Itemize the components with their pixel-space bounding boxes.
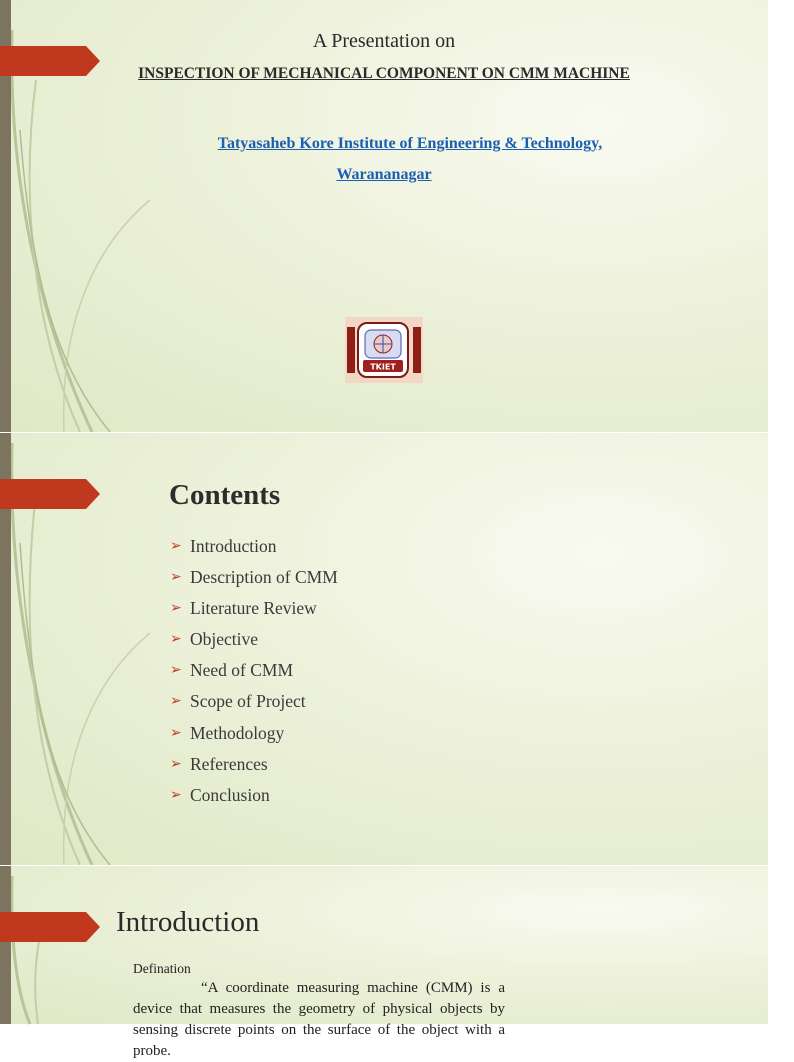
arrow-bullet-icon: ➢: [170, 631, 182, 648]
institute-location-link[interactable]: Warananagar: [336, 166, 432, 183]
contents-list: [170, 536, 338, 816]
introduction-heading: Introduction: [116, 906, 260, 938]
arrow-bullet-icon: ➢: [170, 724, 182, 741]
emblem-icon: [359, 324, 407, 376]
list-item-label: Introduction: [190, 536, 277, 556]
list-item: [170, 754, 338, 785]
arrow-bullet-icon: ➢: [170, 662, 182, 679]
list-item-label: Conclusion: [190, 784, 270, 805]
arrow-bullet-icon: ➢: [170, 538, 182, 554]
list-item: [170, 567, 338, 598]
arrow-bullet-icon: ➢: [170, 755, 182, 772]
list-item: [170, 691, 338, 722]
definition-label: Defination: [133, 961, 191, 976]
list-item: [170, 536, 338, 567]
list-item: [170, 598, 338, 629]
logo-text: TKIET: [370, 362, 396, 372]
arrow-bullet-icon: ➢: [170, 569, 182, 586]
list-item-label: Scope of Project: [190, 691, 306, 712]
institute-link[interactable]: Tatyasaheb Kore Institute of Engineering & Technology,: [217, 135, 603, 152]
slide-contents: [0, 433, 768, 865]
presentation-title: INSPECTION OF MECHANICAL COMPONENT ON CMM MACHINE: [138, 65, 630, 82]
definition-text: “A coordinate measuring machine (CMM) is a device that measures the geometry of physical objects by sensing discrete points on the surface of the object with a probe.: [133, 980, 505, 1059]
arrow-bullet-icon: ➢: [170, 786, 182, 803]
presentation-line: A Presentation on: [312, 30, 456, 52]
arrow-bullet-icon: ➢: [170, 600, 182, 617]
accent-arrow: [0, 479, 100, 509]
list-item: [170, 629, 338, 660]
list-item: [170, 660, 338, 691]
contents-heading: Contents: [169, 479, 281, 511]
list-item-label: Objective: [190, 629, 259, 650]
list-item-label: Need of CMM: [190, 660, 294, 681]
list-item-label: Literature Review: [190, 598, 317, 619]
accent-arrow: [0, 912, 100, 942]
slide-introduction: [0, 866, 768, 1059]
institute-logo: [345, 317, 423, 383]
left-bar: [0, 866, 11, 1024]
list-item: [170, 785, 338, 816]
slide-title: [0, 0, 768, 432]
arrow-bullet-icon: ➢: [170, 693, 182, 710]
definition-paragraph: [133, 978, 505, 1062]
list-item-label: References: [190, 753, 268, 774]
list-item-label: Methodology: [190, 722, 285, 743]
list-item: [170, 723, 338, 754]
list-item-label: Description of CMM: [190, 567, 338, 588]
